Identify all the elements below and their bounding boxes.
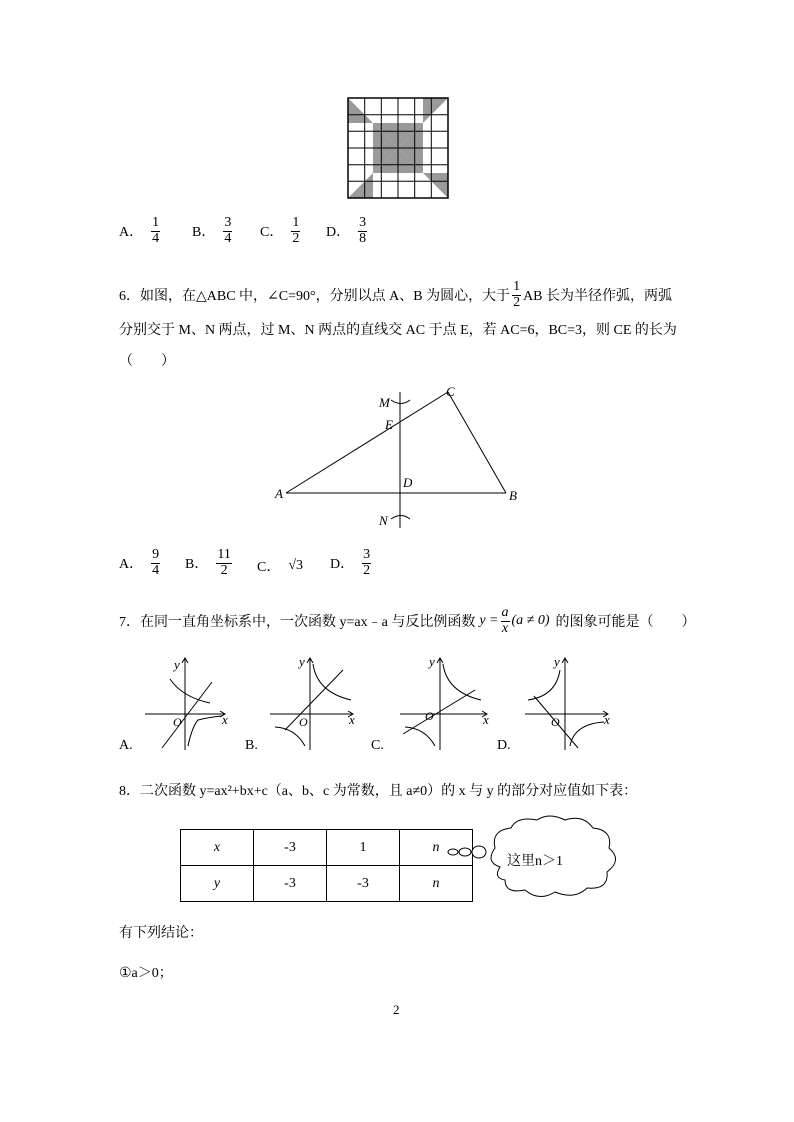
value-table [180,829,473,902]
q7-line: 7．在同一直角坐标系中，一次函数 y=ax﹣a 与反比例函数 y = $\frac{a}{x}$ (a ≠ 0) 的图象可能是（ ） [119,605,696,636]
label-C: C [446,384,455,399]
q7-graph-b[interactable] [265,652,365,752]
page-number: 2 [393,1002,400,1017]
q8-text: 8．二次函数 y=ax²+bx+c（a、b、c 为常数，且 a≠0）的 x 与 y 的部分对应值如下表： [119,784,638,799]
svg-text:y: y [174,657,180,672]
q6-option-b[interactable]: B． $\frac{11}{2}$ [185,547,231,578]
table-row: x -3 1 n [181,830,473,866]
q6-option-a[interactable]: A． $\frac{9}{4}$ [119,547,160,578]
svg-text:x: x [483,712,489,727]
sqrt-3: √3 [288,558,304,573]
option-c[interactable]: C． $\frac{1}{2}$ [260,215,300,246]
option-d[interactable]: D． $\frac{3}{8}$ [326,215,367,246]
fraction: $\frac{1}{2}$ [292,215,300,246]
q6-line-1: 6．如图，在△ABC 中，∠C=90°，分别以点 A、B 为圆心，大于 $\frac{1}{2}$ AB 长为半径作弧，两弧 [119,279,673,310]
fraction-half: $\frac{1}{2}$ [513,279,521,310]
fraction: $\frac{3}{4}$ [224,215,232,246]
svg-text:x: x [604,712,610,727]
q7-graph-d[interactable] [520,652,620,752]
svg-text:O: O [299,715,308,729]
q6-line-3: （ ） [119,354,175,369]
q7-label-c: C. [371,738,384,753]
pinwheel-grid-figure [347,97,449,199]
q7-label-d: D. [497,738,511,753]
q7-label-a: A. [119,738,133,753]
svg-text:O: O [551,715,560,729]
table-row: y -3 -3 n [181,866,473,902]
fraction: $\frac{1}{4}$ [152,215,160,246]
svg-text:x: x [349,712,355,727]
triangle-figure [270,380,530,532]
label-M: M [379,395,390,410]
svg-text:O: O [425,709,434,723]
fraction: $\frac{9}{4}$ [152,547,160,578]
q6-option-d[interactable]: D． $\frac{3}{2}$ [330,547,371,578]
q7-graph-a[interactable] [140,652,240,752]
svg-text:y: y [299,654,305,669]
svg-text:x: x [222,712,228,727]
thought-cloud [445,812,630,902]
label-D: D [403,475,413,490]
q6-option-c[interactable]: C． √3 [257,558,304,575]
option-b[interactable]: B． $\frac{3}{4}$ [192,215,232,246]
svg-text:O: O [173,715,182,729]
fraction-a-over-x: $\frac{a}{x}$ [501,605,509,636]
option-a[interactable]: A． $\frac{1}{4}$ [119,215,160,246]
conclusion-1: ①a＞0； [119,966,173,981]
cloud-text: 这里n＞1 [507,854,563,869]
conclusion-title: 有下列结论： [119,926,203,941]
q7-label-b: B. [245,738,258,753]
fraction: $\frac{3}{2}$ [363,547,371,578]
label-N: N [379,513,388,528]
label-A: A [275,486,283,501]
fraction: $\frac{3}{8}$ [359,215,367,246]
svg-text:y: y [429,654,435,669]
label-E: E [385,417,393,432]
fraction: $\frac{11}{2}$ [217,547,231,578]
q6-line-2: 分别交于 M、N 两点，过 M、N 两点的直线交 AC 于点 E，若 AC=6，BC=3，则 CE 的长为 [119,323,677,338]
label-B: B [509,488,517,503]
q7-graph-c[interactable] [395,652,495,752]
svg-text:y: y [554,654,560,669]
